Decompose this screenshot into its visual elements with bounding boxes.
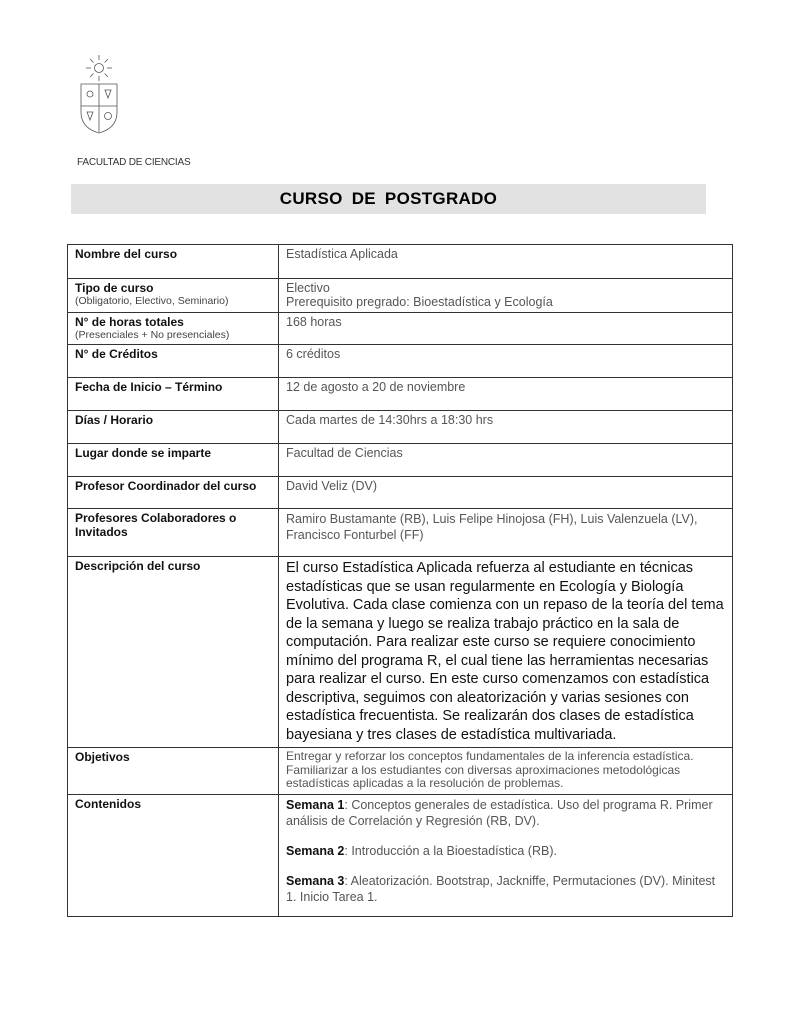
label-cell: [68, 313, 279, 345]
week-label: Semana 1: [286, 797, 345, 812]
week-label: Semana 2: [286, 843, 345, 858]
row-value: Ramiro Bustamante (RB), Luis Felipe Hinojosa (FH), Luis Valenzuela (LV), Francisco Fonturbel (FF): [286, 512, 698, 542]
week-label: Semana 3: [286, 873, 345, 888]
week-text: : Aleatorización. Bootstrap, Jackniffe, Permutaciones (DV). Minitest 1. Inicio Tarea 1.: [286, 873, 716, 904]
label-cell: [68, 477, 279, 509]
row-coordinator: [68, 477, 733, 509]
row-value: 168 horas: [286, 315, 342, 329]
label-cell: [68, 794, 279, 916]
week-text: : Conceptos generales de estadística. Uso del programa R. Primer análisis de Correlación y Regresión (RB, DV).: [286, 797, 713, 828]
label-cell: [68, 557, 279, 748]
label-cell: [68, 378, 279, 411]
row-schedule: [68, 411, 733, 444]
label-cell: [68, 444, 279, 477]
week-item: [286, 873, 725, 905]
row-value: David Veliz (DV): [286, 479, 377, 493]
row-label: Profesor Coordinador del curso: [75, 479, 257, 493]
row-label: Fecha de Inicio – Término: [75, 380, 223, 394]
row-label: Profesores Colaboradores o Invitados: [75, 511, 237, 539]
university-seal-logo: [78, 54, 120, 134]
row-credits: [68, 345, 733, 378]
label-cell: [68, 279, 279, 313]
row-course-name: [68, 245, 733, 279]
row-value: Cada martes de 14:30hrs a 18:30 hrs: [286, 413, 494, 427]
value-cell: [279, 345, 733, 378]
row-value: Facultad de Ciencias: [286, 446, 403, 460]
row-course-type: [68, 279, 733, 313]
row-sublabel: (Presenciales + No presenciales): [75, 329, 230, 341]
row-label: Días / Horario: [75, 413, 154, 427]
row-label: Descripción del curso: [75, 559, 201, 573]
faculty-name: FACULTAD DE CIENCIAS: [77, 157, 191, 168]
value-cell: [279, 378, 733, 411]
label-cell: [68, 509, 279, 557]
value-cell: [279, 509, 733, 557]
value-cell: [279, 279, 733, 313]
row-label: N° de Créditos: [75, 347, 158, 361]
row-total-hours: [68, 313, 733, 345]
row-description: [68, 557, 733, 748]
label-cell: [68, 345, 279, 378]
row-dates: [68, 378, 733, 411]
row-label: N° de horas totales: [75, 315, 184, 329]
value-cell: [279, 477, 733, 509]
row-label: Lugar donde se imparte: [75, 446, 212, 460]
row-objectives: [68, 748, 733, 795]
value-cell: [279, 245, 733, 279]
row-value: 12 de agosto a 20 de noviembre: [286, 380, 466, 394]
row-location: [68, 444, 733, 477]
week-item: [286, 797, 725, 829]
row-value: 6 créditos: [286, 347, 341, 361]
course-info-table: [67, 244, 733, 917]
row-label: Nombre del curso: [75, 247, 178, 261]
row-label: Objetivos: [75, 750, 130, 764]
row-value-secondary: Prerequisito pregrado: Bioestadística y Ecología: [286, 295, 553, 309]
contents-cell: [279, 794, 733, 916]
label-cell: [68, 245, 279, 279]
page-title: CURSO DE POSTGRADO: [279, 189, 498, 208]
row-value: Electivo: [286, 281, 330, 295]
row-label: Tipo de curso: [75, 281, 154, 295]
label-cell: [68, 411, 279, 444]
week-text: : Introducción a la Bioestadística (RB).: [344, 843, 557, 858]
row-sublabel: (Obligatorio, Electivo, Seminario): [75, 295, 229, 307]
value-cell: [279, 444, 733, 477]
description-text: El curso Estadística Aplicada refuerza al estudiante en técnicas estadísticas que se usan regularmente en Ecología y Biología Evolutiva. Cada clase comienza con un repaso de la teoría del tema de la semana y luego se realiza trabajo práctico en la sala de computación. Para realizar este curso se requiere conocimiento mínimo del programa R, el cual tiene las herramientas necesarias para realizar el curso. En este curso comenzamos con estadística descriptiva, seguimos con aleatorización y varias sesiones con estadística frecuentista. Se realizarán dos clases de estadística bayesiana y tres clases de estadística multivariada.: [279, 557, 733, 748]
row-value: Estadística Aplicada: [286, 247, 398, 261]
week-item: [286, 843, 725, 859]
row-collaborators: [68, 509, 733, 557]
row-contents: [68, 794, 733, 916]
value-cell: [279, 411, 733, 444]
objectives-text: Entregar y reforzar los conceptos fundamentales de la inferencia estadística. Familiarizar a los estudiantes con diversas aproximaciones metodológicas estadísticas aplicadas a la resolución de problemas.: [279, 748, 733, 795]
row-label: Contenidos: [75, 796, 141, 811]
label-cell: [68, 748, 279, 795]
title-banner: [71, 184, 706, 214]
value-cell: [279, 313, 733, 345]
